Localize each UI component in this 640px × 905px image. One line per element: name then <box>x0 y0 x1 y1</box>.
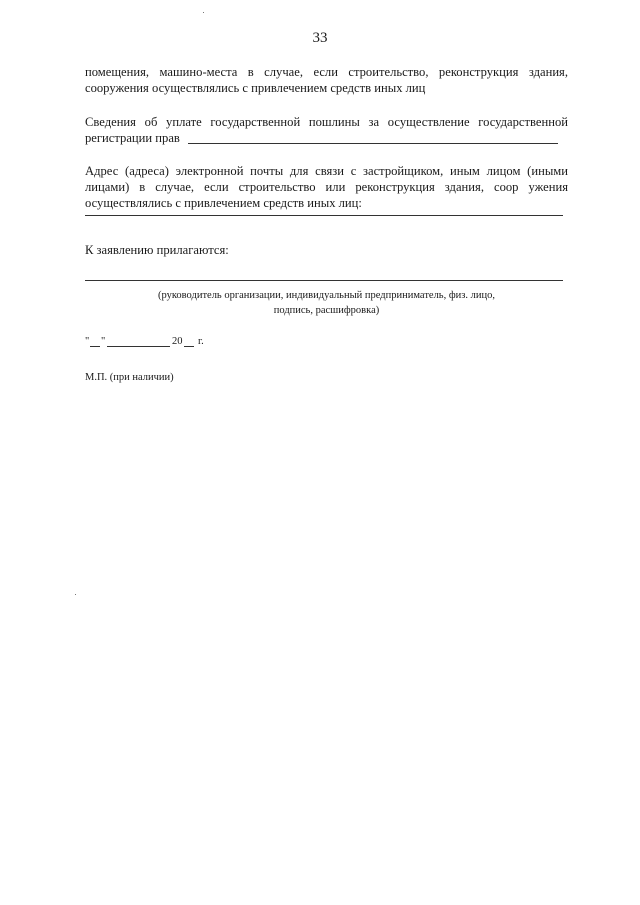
date-day-line[interactable] <box>90 346 100 347</box>
date-close-quote: " <box>101 336 106 347</box>
stamp-note: М.П. (при наличии) <box>85 372 174 383</box>
date-open-quote: " <box>85 336 90 347</box>
paragraph-email-line3: осуществлялись с привлечением средств иных лиц: <box>85 196 362 210</box>
fee-fill-line[interactable] <box>188 143 558 144</box>
scan-speck <box>75 594 76 595</box>
paragraph-email-line1: Адрес (адреса) электронной почты для связи с застройщиком, иным лицом (иными <box>85 164 568 178</box>
paragraph-fee-line1: Сведения об уплате государственной пошлины за осуществление государственной <box>85 115 568 129</box>
paragraph-email-line2: лицами) в случае, если строительство или реконструкция здания, соор ужения <box>85 180 568 194</box>
paragraph-premises-line2: сооружения осуществлялись с привлечением средств иных лиц <box>85 81 426 95</box>
paragraph-fee-label: регистрации прав <box>85 131 180 145</box>
page-number: 33 <box>312 30 328 46</box>
date-year-prefix: 20 <box>172 336 183 347</box>
email-fill-line[interactable] <box>85 215 563 216</box>
paragraph-premises-line1: помещения, машино-места в случае, если строительство, реконструкция здания, <box>85 65 568 79</box>
date-year-line[interactable] <box>184 346 194 347</box>
date-year-suffix: г. <box>198 336 204 347</box>
signature-caption-line2: подпись, расшифровка) <box>273 305 380 316</box>
attachments-label: К заявлению прилагаются: <box>85 243 229 257</box>
signature-line[interactable] <box>85 280 563 281</box>
signature-caption-line1: (руководитель организации, индивидуальный предприниматель, физ. лицо, <box>157 290 496 301</box>
date-month-line[interactable] <box>107 346 170 347</box>
scan-speck <box>203 12 204 13</box>
